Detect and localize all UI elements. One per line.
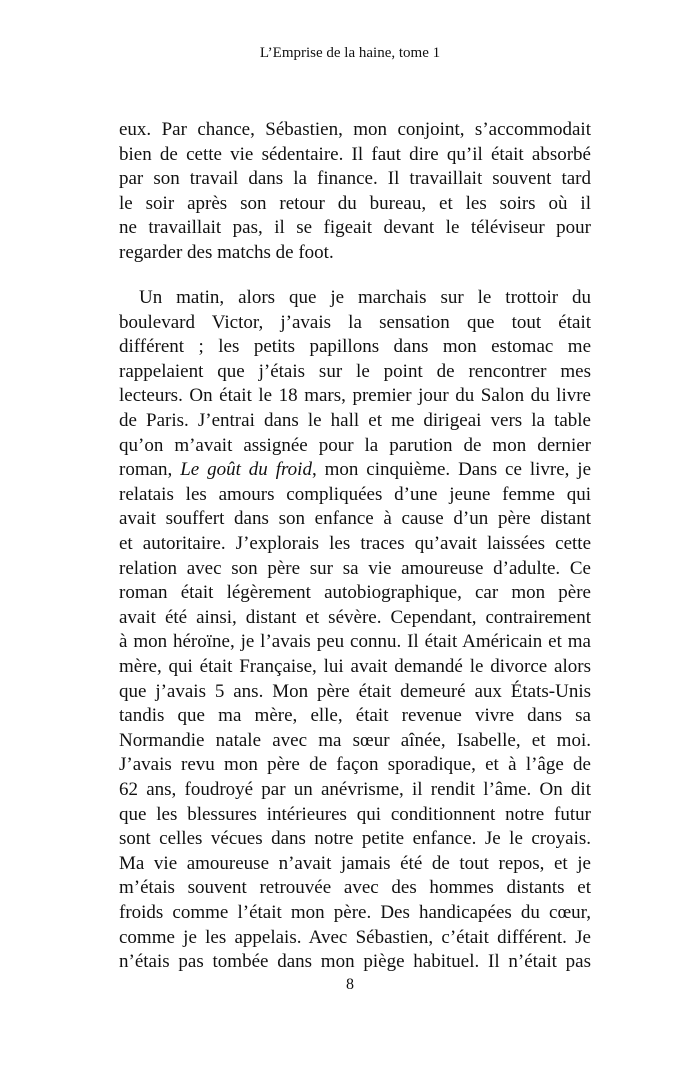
text-line: Ma vie amoureuse n’avait jamais été de tout repos, et je (119, 852, 591, 874)
text-line: que les blessures intérieures qui conditionnent notre futur (119, 803, 591, 825)
text-line: qu’on m’avait assignée pour la parution de mon dernier (119, 434, 591, 456)
text-line: n’étais pas tombée dans mon piège habituel. Il n’était pas (119, 951, 591, 973)
text-line: eux. Par chance, Sébastien, mon conjoint, s’accommodait (119, 119, 591, 140)
text-segment: , mon cinquième. Dans ce livre, je (311, 459, 591, 481)
text-line: regarder des matchs de foot. (119, 241, 334, 263)
running-header: L’Emprise de la haine, tome 1 (259, 45, 441, 61)
text-line: et autoritaire. J’explorais les traces qu’avait laissées cette (119, 533, 591, 554)
text-segment: roman, (119, 459, 181, 481)
paragraph (119, 286, 591, 975)
text-line: sont celles vécues dans notre petite enfance. Je le croyais. (119, 828, 591, 850)
text-line: le soir après son retour du bureau, et les soirs où il (119, 192, 591, 214)
text-line: de Paris. J’entrai dans le hall et me dirigeai vers la table (119, 410, 591, 432)
text-line: 62 ans, foudroyé par un anévrisme, il rendit l’âme. On dit (119, 778, 591, 800)
text-line: que j’avais 5 ans. Mon père était demeuré aux États-Unis (119, 680, 591, 702)
text-line: différent ; les petits papillons dans mon estomac me (119, 336, 591, 358)
text-line: avait souffert dans son enfance à cause d’un père distant (119, 508, 591, 530)
text-line: ne travaillait pas, il se figeait devant le téléviseur pour (119, 217, 591, 239)
page-number: 8 (346, 976, 354, 993)
text-line: par son travail dans la finance. Il travaillait souvent tard (119, 168, 591, 190)
text-line: lecteurs. On était le 18 mars, premier jour du Salon du livre (119, 385, 591, 407)
text-line: avait été ainsi, distant et sévère. Cependant, contrairement (119, 606, 591, 628)
text-line: Un matin, alors que je marchais sur le trottoir du (139, 287, 591, 309)
book-title-italic: Le goût du froid (180, 459, 312, 481)
text-line: comme je les appelais. Avec Sébastien, c’était différent. Je (119, 926, 591, 948)
text-line: J’avais revu mon père de façon sporadique, et à l’âge de (119, 754, 591, 776)
text-line: rappelaient que j’étais sur le point de rencontrer mes (119, 360, 591, 382)
text-line: m’étais souvent retrouvée avec des hommes distants et (119, 877, 591, 899)
paragraph (119, 118, 591, 266)
text-line: boulevard Victor, j’avais la sensation que tout était (119, 311, 591, 333)
text-line: à mon héroïne, je l’avais peu connu. Il était Américain et ma (119, 631, 591, 653)
text-line: Normandie natale avec ma sœur aînée, Isabelle, et moi. (119, 729, 591, 751)
text-line: roman était légèrement autobiographique, car mon père (119, 582, 591, 604)
text-line (119, 458, 591, 483)
text-line: mère, qui était Française, lui avait demandé le divorce alors (119, 655, 591, 677)
text-line: froids comme l’était mon père. Des handicapées du cœur, (119, 901, 591, 923)
text-line: relatais les amours compliquées d’une jeune femme qui (119, 483, 591, 505)
text-line: relation avec son père sur sa vie amoureuse d’adulte. Ce (119, 557, 591, 579)
text-line: tandis que ma mère, elle, était revenue vivre dans sa (119, 705, 591, 727)
body-text (119, 118, 591, 975)
text-line: bien de cette vie sédentaire. Il faut dire qu’il était absorbé (119, 143, 591, 165)
